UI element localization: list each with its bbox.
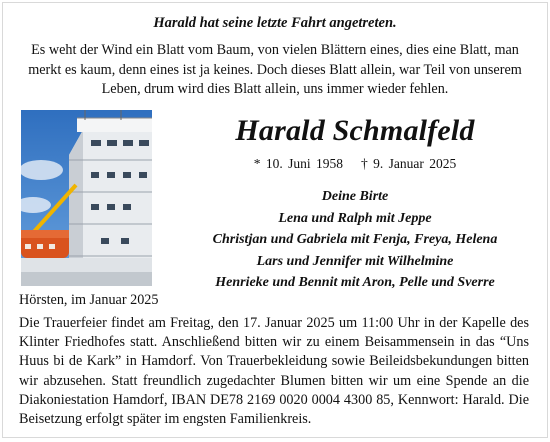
funeral-notice: Die Trauerfeier findet am Freitag, den 17. Januar 2025 um 11:00 Uhr in der Kapelle des Klinter Friedhofes statt. Anschließend bitten wir zu einem Beisammensein in das “Uns Huus bi de Kark” in Hamdorf. Von Trauerbekleidung sowie Beileidsbekundungen bitten wir abzusehen. Statt freundlich zugedachter Blumen bitten wir um eine Spende an die Diakoniestation Hamdorf, IBAN DE78 2169 0020 0004 4300 85, Kennwort: Harald. Die Beisetzung erfolgt später im engsten Familienkreis. bbox=[19, 315, 529, 428]
poem bbox=[19, 41, 531, 100]
mourner-line: Deine Birte bbox=[321, 189, 389, 204]
mourner-line: Christjan und Gabriela mit Fenja, Freya, Helena bbox=[212, 232, 498, 247]
mourner-line: Lars und Jennifer mit Wilhelmine bbox=[256, 253, 454, 269]
deceased-name: Harald Schmalfeld bbox=[235, 114, 475, 147]
birth-date: * 10. Juni 1958 bbox=[253, 156, 344, 171]
mourners-list bbox=[163, 186, 547, 294]
obituary-card bbox=[2, 2, 548, 438]
poem-line: merkt es kaum, denn eines ist ja keines. Doch dieses Blatt allein, war Teil von unserem bbox=[28, 61, 522, 78]
mourner-line: Henrieke und Bennit mit Aron, Pelle und Sverre bbox=[215, 275, 495, 290]
mourner-line: Lena und Ralph mit Jeppe bbox=[278, 210, 432, 226]
life-dates bbox=[163, 156, 547, 172]
location-date: Hörsten, im Januar 2025 bbox=[19, 292, 159, 308]
poem-line: Es weht der Wind ein Blatt vom Baum, von vielen Blättern eines, dies eine Blatt, man bbox=[31, 42, 519, 58]
poem-line: Leben, drum wird dies Blatt allein, uns immer wieder fehlen. bbox=[101, 81, 449, 97]
ship-bridge-photo bbox=[21, 110, 152, 286]
death-date: † 9. Januar 2025 bbox=[361, 156, 457, 171]
header-title: Harald hat seine letzte Fahrt angetreten. bbox=[153, 15, 397, 31]
